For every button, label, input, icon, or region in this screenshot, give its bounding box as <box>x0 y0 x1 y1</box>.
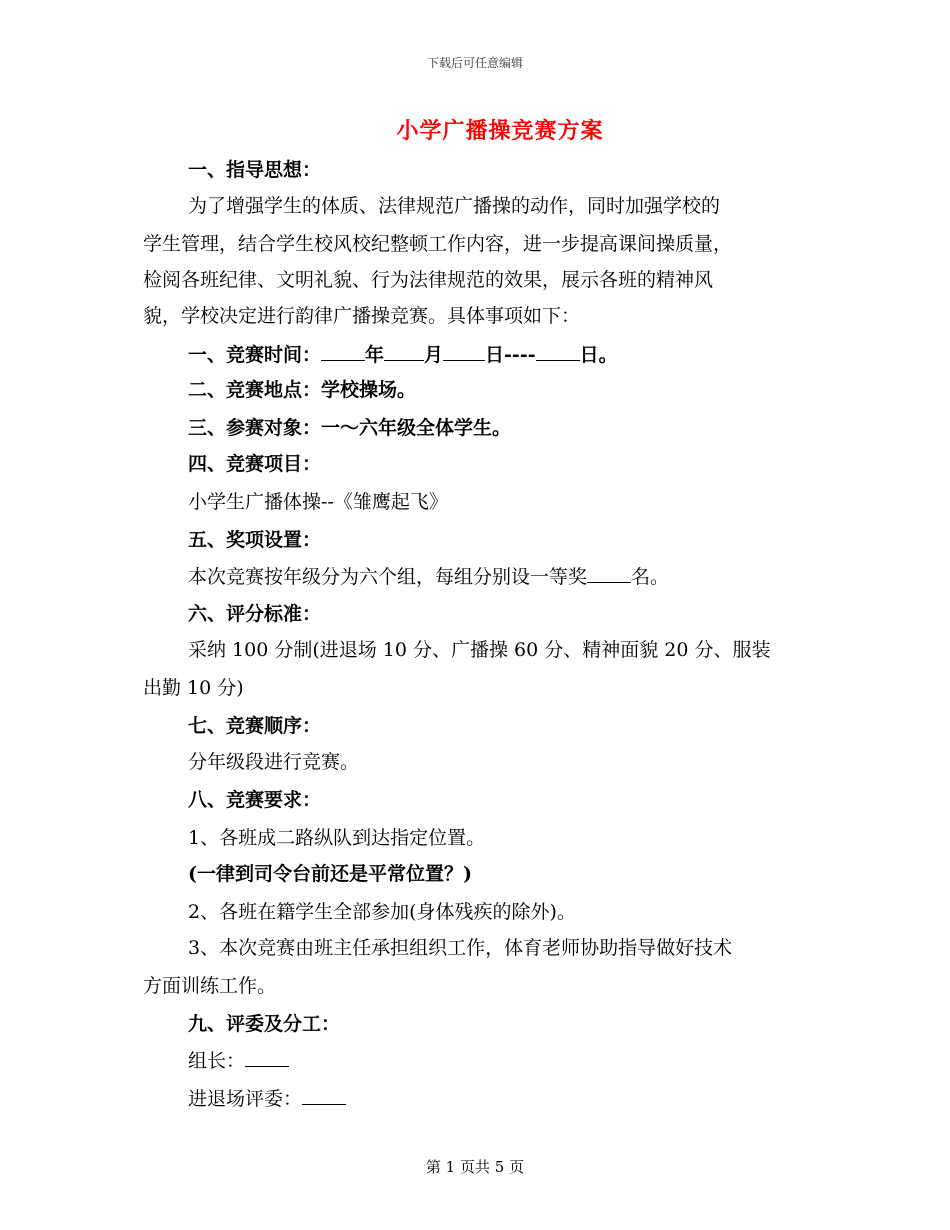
blank-day <box>443 342 485 361</box>
score-heading: 六、评分标准： <box>188 603 322 625</box>
header-note: 下载后可任意编辑 <box>426 56 523 70</box>
competition-target: 三、参赛对象：一～六年级全体学生。 <box>188 417 512 439</box>
judge-entry-label: 进退场评委： <box>188 1088 303 1110</box>
day-end-label: 日。 <box>579 344 618 366</box>
judge-entry <box>188 1086 346 1111</box>
award-text-end: 名。 <box>631 566 670 588</box>
blank-day-end <box>536 342 580 361</box>
day-label: 日---- <box>485 344 536 366</box>
document-title: 小学广播操竞赛方案 <box>396 118 604 144</box>
competition-place: 二、竞赛地点：学校操场。 <box>188 379 417 401</box>
order-heading: 七、竞赛顺序： <box>188 715 322 737</box>
requirements-heading: 八、竞赛要求： <box>188 789 322 811</box>
award-text-start: 本次竞赛按年级分为六个组，每组分别设一等奖 <box>188 566 588 588</box>
competition-time-label: 一、竞赛时间： <box>188 344 322 366</box>
score-text-line-1: 采纳 100 分制(进退场 10 分、广播操 60 分、精神面貌 20 分、服装 <box>188 639 771 661</box>
blank-judge-entry <box>302 1086 346 1105</box>
requirement-2: 2、各班在籍学生全部参加(身体残疾的除外)。 <box>188 901 576 923</box>
section-1-paragraph-line-1: 为了增强学生的体质、法律规范广播操的动作，同时加强学校的 <box>188 195 721 217</box>
judge-leader <box>188 1048 289 1073</box>
requirement-1: 1、各班成二路纵队到达指定位置。 <box>188 827 486 849</box>
judges-heading: 九、评委及分工： <box>188 1013 341 1035</box>
blank-award-count <box>587 564 631 583</box>
competition-item-text: 小学生广播体操--《雏鹰起飞》 <box>188 491 448 513</box>
judge-leader-label: 组长： <box>188 1050 246 1072</box>
requirement-3-line-1: 3、本次竞赛由班主任承担组织工作，体育老师协助指导做好技术 <box>188 937 733 959</box>
competition-item-heading: 四、竞赛项目： <box>188 453 322 475</box>
award-heading: 五、奖项设置： <box>188 529 322 551</box>
score-text-line-2: 出勤 10 分) <box>143 677 244 699</box>
section-1-paragraph-line-2: 学生管理，结合学生校风校纪整顿工作内容，进一步提高课间操质量， <box>143 233 733 255</box>
section-1-paragraph-line-4: 貌，学校决定进行韵律广播操竞赛。具体事项如下： <box>143 305 581 327</box>
month-label: 月 <box>424 344 444 366</box>
section-1-paragraph-line-3: 检阅各班纪律、文明礼貌、行为法律规范的效果，展示各班的精神风 <box>143 269 714 291</box>
year-label: 年 <box>365 344 385 366</box>
section-1-heading: 一、指导思想： <box>188 159 322 181</box>
page-footer: 第 1 页共 5 页 <box>425 1158 525 1176</box>
blank-judge-leader <box>245 1048 289 1067</box>
award-text <box>188 564 669 589</box>
order-text: 分年级段进行竞赛。 <box>188 751 360 773</box>
competition-time <box>188 342 618 367</box>
requirement-3-line-2: 方面训练工作。 <box>143 975 277 997</box>
blank-year <box>321 342 365 361</box>
requirement-note: (一律到司令台前还是平常位置？) <box>188 863 472 885</box>
blank-month <box>384 342 424 361</box>
